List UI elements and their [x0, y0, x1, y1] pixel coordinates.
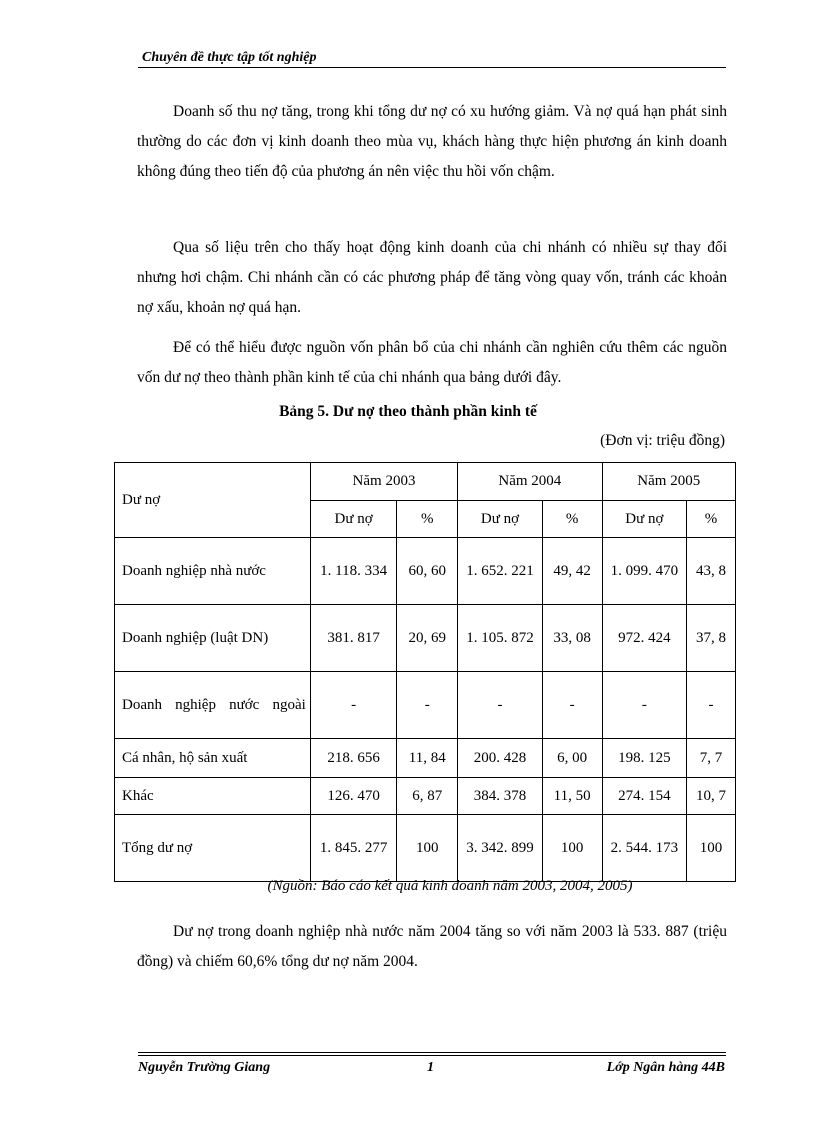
subheader-percent: %: [687, 500, 736, 538]
cell-amount-2003: 1. 118. 334: [310, 538, 397, 605]
subheader-percent: %: [397, 500, 458, 538]
row-label: Tổng dư nợ: [115, 815, 311, 882]
cell-percent-2003: 20, 69: [397, 605, 458, 672]
cell-amount-2003: 1. 845. 277: [310, 815, 397, 882]
debt-by-sector-table: [114, 462, 736, 882]
table-row: [115, 605, 736, 672]
cell-amount-2004: 384. 378: [458, 778, 543, 815]
row-label: Cá nhân, hộ sản xuất: [115, 739, 311, 778]
cell-amount-2004: 1. 105. 872: [458, 605, 543, 672]
cell-amount-2004: 200. 428: [458, 739, 543, 778]
table-title: Bảng 5. Dư nợ theo thành phần kinh tế: [279, 403, 537, 420]
cell-percent-2004: 49, 42: [542, 538, 602, 605]
cell-amount-2005: 198. 125: [602, 739, 687, 778]
cell-percent-2005: 10, 7: [687, 778, 736, 815]
row-label: Doanh nghiệp nhà nước: [115, 538, 311, 605]
cell-amount-2003: -: [310, 672, 397, 739]
table-total-row: [115, 815, 736, 882]
cell-amount-2003: 126. 470: [310, 778, 397, 815]
footer-rule: [138, 1052, 726, 1053]
subheader-amount: Dư nợ: [310, 500, 397, 538]
footer-rule: [138, 1055, 726, 1056]
paragraph-4: Dư nợ trong doanh nghiệp nhà nước năm 2004 tăng so với năm 2003 là 533. 887 (triệu đồng) và chiếm 60,6% tổng dư nợ năm 2004.: [137, 923, 727, 970]
cell-percent-2004: 100: [542, 815, 602, 882]
subheader-amount: Dư nợ: [458, 500, 543, 538]
year-header-2004: Năm 2004: [458, 463, 602, 501]
cell-amount-2003: 218. 656: [310, 739, 397, 778]
cell-percent-2004: -: [542, 672, 602, 739]
cell-amount-2005: 274. 154: [602, 778, 687, 815]
header-rule: [138, 67, 726, 68]
cell-percent-2005: -: [687, 672, 736, 739]
cell-percent-2003: 11, 84: [397, 739, 458, 778]
cell-percent-2004: 11, 50: [542, 778, 602, 815]
cell-amount-2005: 1. 099. 470: [602, 538, 687, 605]
cell-percent-2004: 6, 00: [542, 739, 602, 778]
footer-author: Nguyễn Trường Giang: [138, 1060, 271, 1075]
cell-percent-2003: -: [397, 672, 458, 739]
table-row: [115, 538, 736, 605]
cell-amount-2003: 381. 817: [310, 605, 397, 672]
paragraph-3: Để có thể hiểu được nguồn vốn phân bổ của chi nhánh cần nghiên cứu thêm các nguồn vốn dư nợ theo thành phần kinh tế của chi nhánh qua bảng dưới đây.: [137, 339, 727, 386]
cell-amount-2004: 3. 342. 899: [458, 815, 543, 882]
cell-percent-2005: 7, 7: [687, 739, 736, 778]
cell-amount-2004: 1. 652. 221: [458, 538, 543, 605]
table-row: [115, 739, 736, 778]
row-label: Khác: [115, 778, 311, 815]
cell-percent-2004: 33, 08: [542, 605, 602, 672]
cell-amount-2005: 972. 424: [602, 605, 687, 672]
year-header-2005: Năm 2005: [602, 463, 735, 501]
cell-percent-2005: 100: [687, 815, 736, 882]
paragraph-2: Qua số liệu trên cho thấy hoạt động kinh doanh của chi nhánh có nhiều sự thay đổi nhưng hơi chậm. Chi nhánh cần có các phương pháp để tăng vòng quay vốn, tránh các khoản nợ xấu, khoản nợ quá hạn.: [137, 239, 727, 316]
cell-percent-2003: 60, 60: [397, 538, 458, 605]
subheader-amount: Dư nợ: [602, 500, 687, 538]
paragraph-1: Doanh số thu nợ tăng, trong khi tổng dư nợ có xu hướng giảm. Và nợ quá hạn phát sinh thường do các đơn vị kinh doanh theo mùa vụ, khách hàng thực hiện phương án kinh doanh không đúng theo tiến độ của phương án nên việc thu hồi vốn chậm.: [137, 103, 727, 180]
table-row: [115, 778, 736, 815]
cell-percent-2005: 37, 8: [687, 605, 736, 672]
cell-percent-2003: 100: [397, 815, 458, 882]
table-source-note: (Nguồn: Báo cáo kết quả kinh doanh năm 2003, 2004, 2005): [267, 878, 633, 894]
footer-class-name: Lớp Ngân hàng 44B: [606, 1060, 725, 1075]
header-title: Chuyên đề thực tập tốt nghiệp: [142, 50, 317, 65]
row-label: Doanh nghiệp (luật DN): [115, 605, 311, 672]
table-row: [115, 672, 736, 739]
subheader-percent: %: [542, 500, 602, 538]
table-header-row: [115, 463, 736, 501]
row-label: Doanh nghiệp nước ngoài: [115, 672, 311, 739]
cell-percent-2003: 6, 87: [397, 778, 458, 815]
cell-amount-2004: -: [458, 672, 543, 739]
table-unit-note: (Đơn vị: triệu đồng): [600, 432, 725, 449]
year-header-2003: Năm 2003: [310, 463, 457, 501]
cell-amount-2005: 2. 544. 173: [602, 815, 687, 882]
row-header-cell: Dư nợ: [115, 463, 311, 538]
cell-percent-2005: 43, 8: [687, 538, 736, 605]
cell-amount-2005: -: [602, 672, 687, 739]
page-number: 1: [427, 1060, 434, 1075]
